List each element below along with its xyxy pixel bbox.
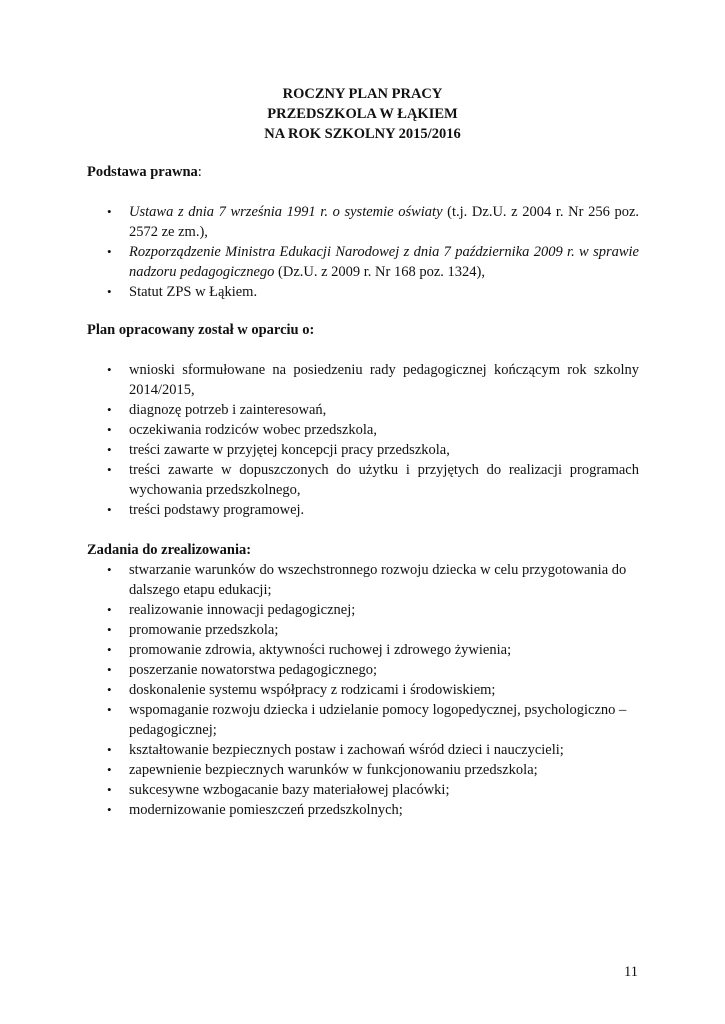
bullet-icon: •: [107, 502, 112, 517]
legal-basis-item-text: (Dz.U. z 2009 r. Nr 168 poz. 1324),: [274, 264, 486, 280]
basis-item-text: wnioski sformułowane na posiedzeniu rady pedagogicznej kończącym rok szkolny 2014/2015,: [129, 362, 639, 398]
task-item: [107, 600, 639, 620]
task-item: [107, 760, 639, 780]
task-item: [107, 620, 639, 640]
bullet-icon: •: [107, 702, 112, 717]
bullet-icon: •: [107, 284, 112, 299]
basis-list: [107, 360, 639, 520]
title-line-3: NA ROK SZKOLNY 2015/2016: [264, 126, 461, 142]
basis-item-text: treści zawarte w dopuszczonych do użytku i przyjętych do realizacji programach wychowania przedszkolnego,: [129, 462, 639, 498]
task-item: [107, 660, 639, 680]
task-item-text: modernizowanie pomieszczeń przedszkolnych;: [129, 802, 403, 818]
bullet-icon: •: [107, 442, 112, 457]
task-item-text: stwarzanie warunków do wszechstronnego rozwoju dziecka w celu przygotowania do dalszego etapu edukacji;: [129, 562, 627, 598]
basis-item-text: treści zawarte w przyjętej koncepcji pracy przedszkola,: [129, 442, 450, 458]
bullet-icon: •: [107, 422, 112, 437]
tasks-list: [107, 560, 639, 820]
basis-item: [107, 400, 639, 420]
legal-basis-item-italic: Rozporządzenie Ministra Edukacji Narodowej z dnia 7 października 2009 r. w sprawie nadzoru pedagogicznego: [129, 244, 639, 280]
legal-basis-item: [107, 282, 639, 302]
task-item-text: zapewnienie bezpiecznych warunków w funkcjonowaniu przedszkola;: [129, 762, 538, 778]
bullet-icon: •: [107, 462, 112, 477]
task-item: [107, 780, 639, 800]
basis-heading: Plan opracowany został w oparciu o:: [87, 322, 315, 338]
bullet-icon: •: [107, 762, 112, 777]
task-item-text: wspomaganie rozwoju dziecka i udzielanie pomocy logopedycznej, psychologiczno – pedagogicznej;: [129, 702, 627, 738]
legal-basis-item-text: Statut ZPS w Łąkiem.: [129, 284, 258, 300]
basis-item-text: diagnozę potrzeb i zainteresowań,: [129, 402, 327, 418]
title-line-1: ROCZNY PLAN PRACY: [282, 86, 443, 102]
legal-basis-item-italic: Ustawa z dnia 7 września 1991 r. o systemie oświaty: [129, 204, 443, 220]
task-item: [107, 800, 639, 820]
basis-item: [107, 460, 639, 500]
bullet-icon: •: [107, 802, 112, 817]
basis-item: [107, 360, 639, 400]
task-item: [107, 640, 639, 660]
legal-basis-heading: [87, 162, 202, 182]
tasks-heading: Zadania do zrealizowania:: [87, 542, 252, 558]
legal-basis-list: [107, 202, 640, 302]
legal-basis-item: [107, 242, 639, 282]
task-item-text: promowanie zdrowia, aktywności ruchowej i zdrowego żywienia;: [129, 642, 512, 658]
legal-basis-heading-colon: :: [197, 164, 202, 180]
task-item-text: poszerzanie nowatorstwa pedagogicznego;: [129, 662, 378, 678]
bullet-icon: •: [107, 244, 112, 259]
task-item-text: realizowanie innowacji pedagogicznej;: [129, 602, 356, 618]
bullet-icon: •: [107, 782, 112, 797]
bullet-icon: •: [107, 362, 112, 377]
bullet-icon: •: [107, 204, 112, 219]
task-item-text: sukcesywne wzbogacanie bazy materiałowej placówki;: [129, 782, 450, 798]
bullet-icon: •: [107, 602, 112, 617]
basis-item: [107, 500, 639, 520]
bullet-icon: •: [107, 682, 112, 697]
task-item: [107, 740, 639, 760]
legal-basis-heading-text: Podstawa prawna: [87, 164, 198, 180]
document-title: [0, 84, 725, 144]
title-line-2: PRZEDSZKOLA W ŁĄKIEM: [267, 106, 458, 122]
basis-item: [107, 440, 639, 460]
basis-item: [107, 420, 639, 440]
legal-basis-item-text: (t.j. Dz.U. z 2004 r. Nr 256 poz. 2572 ze zm.),: [129, 204, 640, 240]
bullet-icon: •: [107, 662, 112, 677]
task-item-text: promowanie przedszkola;: [129, 622, 279, 638]
bullet-icon: •: [107, 402, 112, 417]
task-item: [107, 560, 639, 600]
basis-item-text: treści podstawy programowej.: [129, 502, 305, 518]
page-number: 11: [624, 964, 638, 980]
task-item-text: kształtowanie bezpiecznych postaw i zachowań wśród dzieci i nauczycieli;: [129, 742, 564, 758]
legal-basis-item: [107, 202, 640, 242]
task-item: [107, 680, 639, 700]
bullet-icon: •: [107, 562, 112, 577]
task-item-text: doskonalenie systemu współpracy z rodzicami i środowiskiem;: [129, 682, 496, 698]
bullet-icon: •: [107, 642, 112, 657]
task-item: [107, 700, 639, 740]
basis-item-text: oczekiwania rodziców wobec przedszkola,: [129, 422, 377, 438]
bullet-icon: •: [107, 742, 112, 757]
bullet-icon: •: [107, 622, 112, 637]
